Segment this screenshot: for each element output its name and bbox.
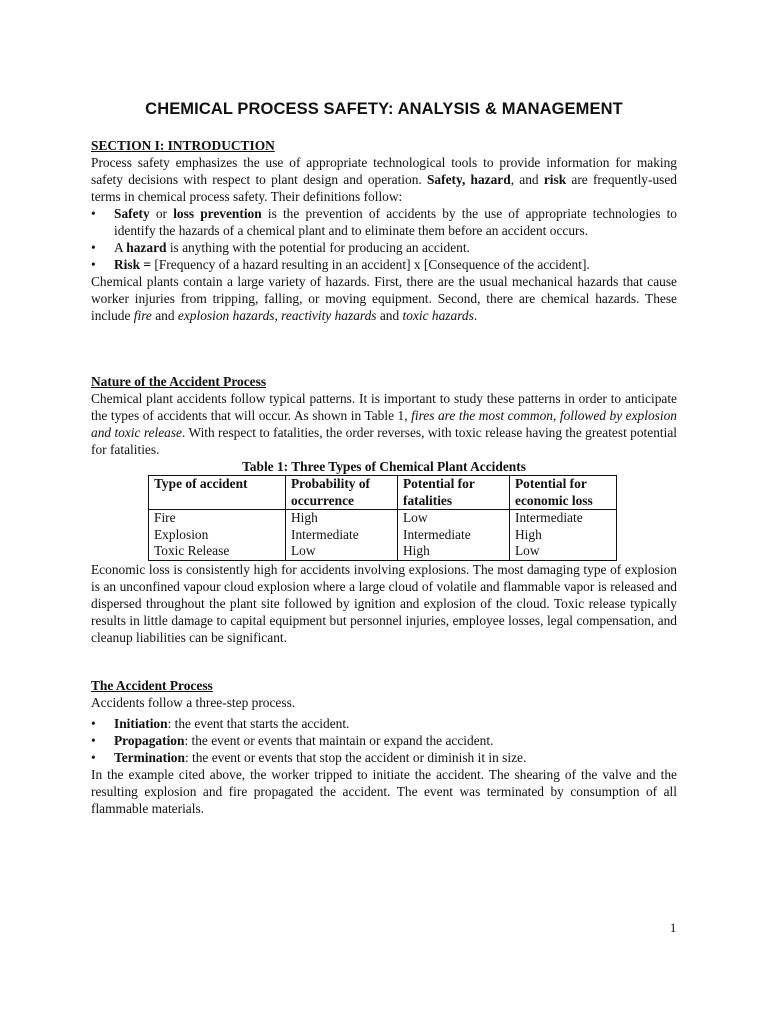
table-cell: Intermediate xyxy=(398,527,510,544)
hazards-paragraph: Chemical plants contain a large variety of hazards. First, there are the usual mechanical hazards that cause worker injuries from tripping, falling, or moving equipment. Second, there are chemical hazards. These include fire and explosion hazards, reactivity hazards and toxic hazards. xyxy=(91,274,677,323)
example-paragraph: In the example cited above, the worker tripped to initiate the accident. The shearing of the valve and the resulting explosion and fire propagated the accident. The event was terminated by consumption of all flammable materials. xyxy=(91,767,677,816)
list-item: • Termination: the event or events that stop the accident or diminish it in size. xyxy=(91,749,677,766)
table-cell: Toxic Release xyxy=(149,543,286,560)
definition-hazard: • A hazard is anything with the potential for producing an accident. xyxy=(91,239,677,256)
table-cell: Intermediate xyxy=(510,510,617,527)
section-nature xyxy=(91,373,677,646)
table-cell: High xyxy=(286,510,398,527)
economic-loss-paragraph: Economic loss is consistently high for accidents involving explosions. The most damaging type of explosion is an unconfined vapour cloud explosion where a large cloud of volatile and flammable vapor is released and dispersed throughout the plant site followed by ignition and explosion of the cloud. Toxic release typically results in little damage to capital equipment but personnel injuries, employee losses, legal compensation, and cleanup liabilities can be significant. xyxy=(91,561,677,645)
subsection-heading: The Accident Process xyxy=(91,678,213,693)
table-cell: Low xyxy=(286,543,398,560)
table-cell: High xyxy=(398,543,510,560)
table-cell: Low xyxy=(398,510,510,527)
table-row xyxy=(149,510,617,527)
table-caption: Table 1: Three Types of Chemical Plant Accidents xyxy=(242,459,526,474)
table-header: Type of accident xyxy=(149,476,286,510)
table-header-row xyxy=(149,476,617,510)
table-row xyxy=(149,527,617,544)
intro-paragraph: Process safety emphasizes the use of appropriate technological tools to provide information for making safety decisions with respect to plant design and operation. Safety, hazard, and risk are frequently-used terms in chemical process safety. Their definitions follow: xyxy=(91,155,678,204)
table-cell: Low xyxy=(510,543,617,560)
section-introduction xyxy=(91,137,677,324)
page-number: 1 xyxy=(670,921,677,935)
list-item: • Initiation: the event that starts the accident. xyxy=(91,715,677,732)
table-header: Potential for economic loss xyxy=(510,476,617,510)
table-cell: Fire xyxy=(149,510,286,527)
section-heading: SECTION I: INTRODUCTION xyxy=(91,138,275,153)
table-cell: High xyxy=(510,527,617,544)
accident-types-table xyxy=(148,475,617,561)
table-cell: Intermediate xyxy=(286,527,398,544)
process-steps-list xyxy=(91,715,677,766)
process-intro: Accidents follow a three-step process. xyxy=(91,695,296,710)
table-header: Probability of occurrence xyxy=(286,476,398,510)
table-header: Potential for fatalities xyxy=(398,476,510,510)
subsection-heading: Nature of the Accident Process xyxy=(91,374,267,389)
definition-risk: • Risk = [Frequency of a hazard resulting in an accident] x [Consequence of the accident]. xyxy=(91,256,677,273)
list-item: • Propagation: the event or events that maintain or expand the accident. xyxy=(91,732,677,749)
table-cell: Explosion xyxy=(149,527,286,544)
definitions-list xyxy=(91,205,677,273)
section-accident-process xyxy=(91,677,677,817)
definition-safety: • Safety or loss prevention is the prevention of accidents by the use of appropriate technologies to identify the hazards of a chemical plant and to eliminate them before an accident occurs. xyxy=(91,205,677,239)
table-row xyxy=(149,543,617,560)
nature-paragraph: Chemical plant accidents follow typical patterns. It is important to study these patterns in order to anticipate the types of accidents that will occur. As shown in Table 1, fires are the most common, followed by explosion and toxic release. With respect to fatalities, the order reverses, with toxic release having the greatest potential for fatalities. xyxy=(91,391,677,457)
document-title: CHEMICAL PROCESS SAFETY: ANALYSIS & MANAGEMENT xyxy=(145,100,623,118)
